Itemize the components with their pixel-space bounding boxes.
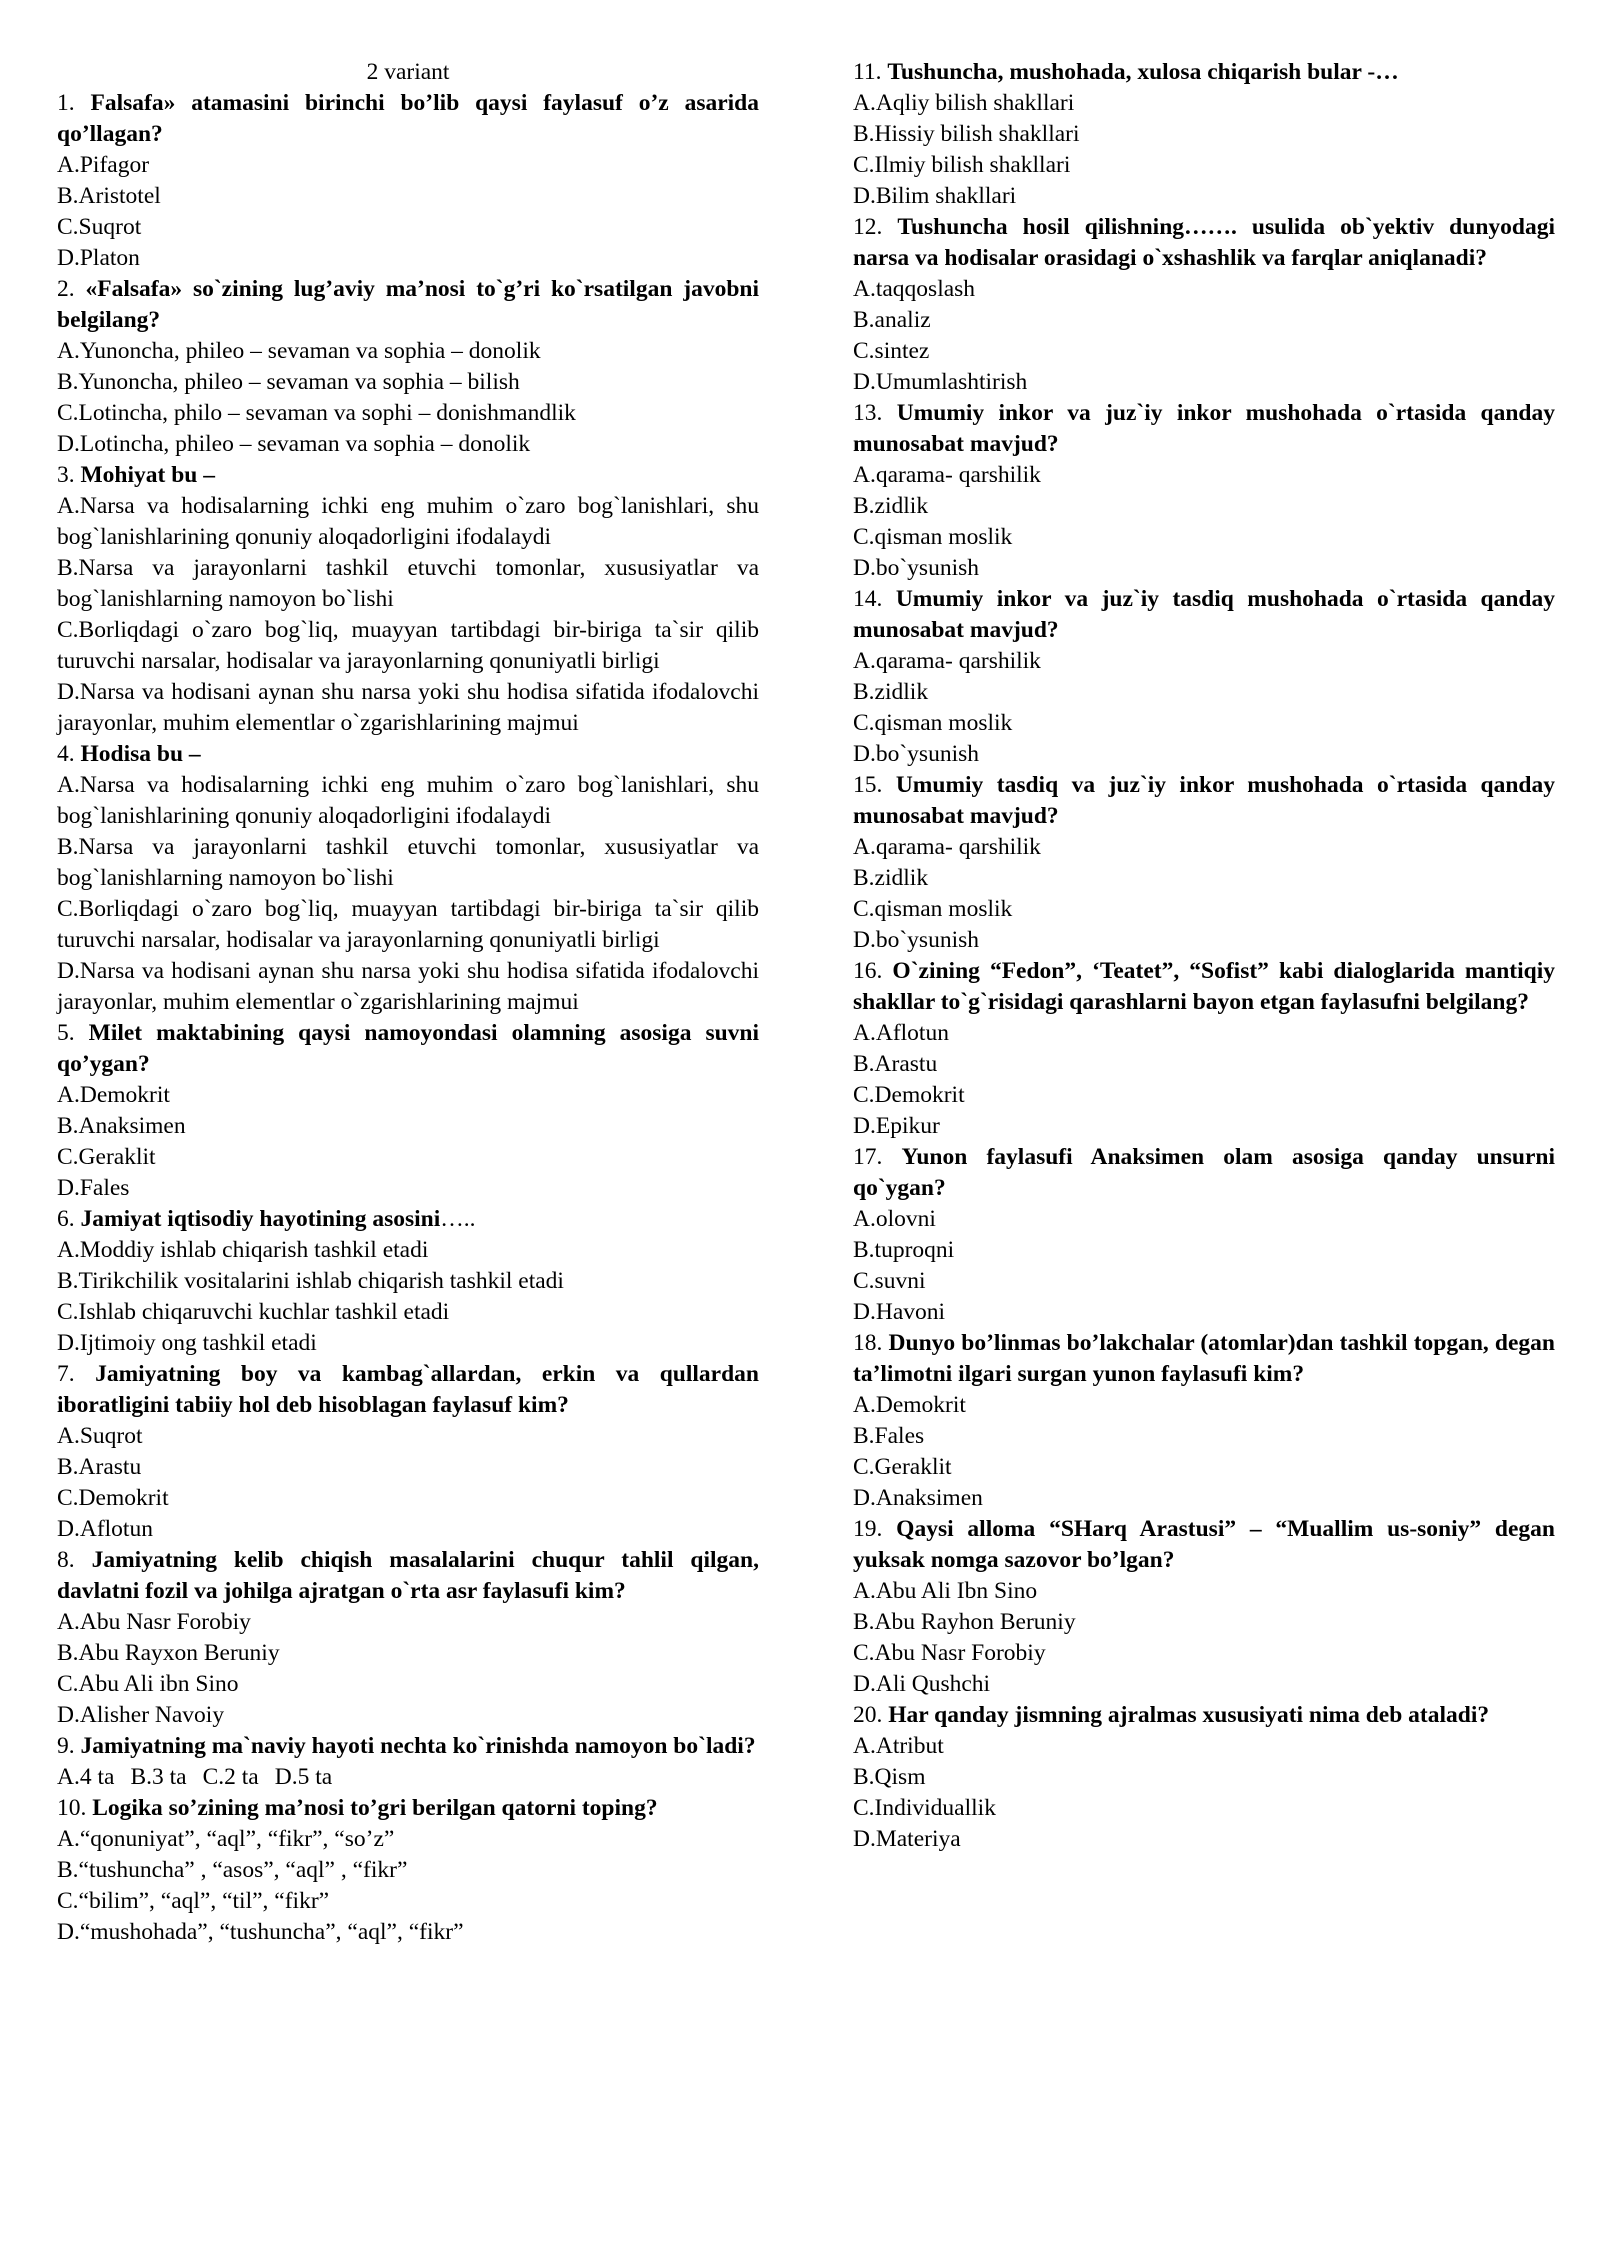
- answer-option: A.Aqliy bilish shakllari: [853, 90, 1075, 116]
- question-5: [57, 1018, 759, 1204]
- question-text-line: [853, 398, 1555, 460]
- answer-option: C.“bilim”, “aql”, “til”, “fikr”: [57, 1888, 330, 1914]
- question-number: 11.: [853, 59, 882, 85]
- question-text-line: [853, 956, 1555, 1018]
- answer-option: A.qarama- qarshilik: [853, 462, 1041, 488]
- question-13: [853, 398, 1555, 584]
- answer-option: D.Epikur: [853, 1113, 940, 1139]
- answer-option: C.qisman moslik: [853, 524, 1013, 550]
- question-number: 9.: [57, 1733, 75, 1759]
- answer-option: B.Abu Rayhon Beruniy: [853, 1609, 1076, 1635]
- question-number: 18.: [853, 1330, 883, 1356]
- question-text: Yunon faylasufi Anaksimen olam asosiga qanday unsurni qo`ygan?: [853, 1144, 1555, 1201]
- question-text: Umumiy tasdiq va juz`iy inkor mushohada o`rtasida qanday munosabat mavjud?: [853, 772, 1555, 829]
- answer-option: A.olovni: [853, 1206, 936, 1232]
- question-text: O`zining “Fedon”, ‘Teatet”, “Sofist” kabi dialoglarida mantiqiy shakllar to`g`risidagi qarashlarni bayon etgan faylasufni belgilang?: [853, 958, 1555, 1015]
- answer-options-row: [57, 1762, 759, 1793]
- answer-option: B.Arastu: [853, 1051, 938, 1077]
- question-number: 12.: [853, 214, 883, 240]
- answer-option: B.Tirikchilik vositalarini ishlab chiqarish tashkil etadi: [57, 1268, 564, 1294]
- question-number: 14.: [853, 586, 883, 612]
- question-text: Tushuncha, mushohada, xulosa chiqarish bular -…: [887, 59, 1399, 85]
- question-number: 6.: [57, 1206, 75, 1232]
- answer-option: A.4 ta: [57, 1764, 115, 1790]
- answer-option: A.Aflotun: [853, 1020, 949, 1046]
- question-number: 16.: [853, 958, 883, 984]
- answer-option: D.Ijtimoiy ong tashkil etadi: [57, 1330, 317, 1356]
- question-text-line: [57, 1359, 759, 1421]
- answer-option: D.Fales: [57, 1175, 130, 1201]
- answer-option: A.Demokrit: [57, 1082, 170, 1108]
- answer-option: B.zidlik: [853, 679, 929, 705]
- question-text-line: [57, 1731, 759, 1762]
- answer-option: C.Abu Ali ibn Sino: [57, 1671, 239, 1697]
- answer-option: D.Platon: [57, 245, 140, 271]
- question-text: Hodisa bu –: [80, 741, 201, 767]
- answer-option: D.Aflotun: [57, 1516, 153, 1542]
- answer-option: A.Abu Ali Ibn Sino: [853, 1578, 1038, 1604]
- question-12: [853, 212, 1555, 398]
- question-text-line: [853, 57, 1555, 88]
- answer-option: A.Moddiy ishlab chiqarish tashkil etadi: [57, 1237, 429, 1263]
- right-column: [853, 57, 1555, 1855]
- question-15: [853, 770, 1555, 956]
- question-14: [853, 584, 1555, 770]
- answer-option: B.zidlik: [853, 865, 929, 891]
- answer-option: D.5 ta: [274, 1764, 333, 1790]
- question-number: 2.: [57, 276, 75, 302]
- answer-option: B.3 ta: [130, 1764, 187, 1790]
- answer-option: C.sintez: [853, 338, 930, 364]
- question-number: 13.: [853, 400, 883, 426]
- answer-option: D.bo`ysunish: [853, 927, 979, 953]
- question-20: [853, 1700, 1555, 1855]
- answer-option: C.Geraklit: [853, 1454, 952, 1480]
- answer-option: B.Arastu: [57, 1454, 142, 1480]
- question-number: 5.: [57, 1020, 75, 1046]
- answer-option: A.Narsa va hodisalarning ichki eng muhim o`zaro bog`lanishlari, shu bog`lanishlarining qonuniy aloqadorligini ifodalaydi: [57, 772, 759, 829]
- answer-option: B.Narsa va jarayonlarni tashkil etuvchi tomonlar, xususiyatlar va bog`lanishlarning namoyon bo`lishi: [57, 555, 759, 612]
- question-text-line: [57, 1545, 759, 1607]
- answer-option: C.Ishlab chiqaruvchi kuchlar tashkil etadi: [57, 1299, 450, 1325]
- answer-option: B.analiz: [853, 307, 931, 333]
- question-text-line: [853, 1514, 1555, 1576]
- question-text-line: [853, 1328, 1555, 1390]
- answer-option: A.Suqrot: [57, 1423, 143, 1449]
- answer-option: C.Demokrit: [57, 1485, 169, 1511]
- question-number: 10.: [57, 1795, 87, 1821]
- variant-title: 2 variant: [366, 59, 450, 85]
- question-text-line: [57, 1793, 759, 1824]
- question-text: Dunyo bo’linmas bo’lakchalar (atomlar)dan tashkil topgan, degan ta’limotni ilgari surgan yunon faylasufi kim?: [853, 1330, 1556, 1387]
- question-text-line: [57, 739, 759, 770]
- answer-option: C.suvni: [853, 1268, 926, 1294]
- question-text-line: [57, 88, 759, 150]
- question-19: [853, 1514, 1555, 1700]
- answer-option: A.Demokrit: [853, 1392, 966, 1418]
- answer-option: A.Pifagor: [57, 152, 150, 178]
- answer-option: C.2 ta: [202, 1764, 259, 1790]
- answer-option: A.Yunoncha, phileo – sevaman va sophia – donolik: [57, 338, 541, 364]
- question-text-line: [853, 584, 1555, 646]
- question-text-tail: …..: [440, 1206, 476, 1232]
- question-number: 19.: [853, 1516, 883, 1542]
- answer-option: C.Individuallik: [853, 1795, 996, 1821]
- question-6: [57, 1204, 759, 1359]
- answer-option: C.Demokrit: [853, 1082, 965, 1108]
- question-text: Milet maktabining qaysi namoyondasi olamning asosiga suvni qo’ygan?: [57, 1020, 760, 1077]
- question-text-line: [853, 1700, 1555, 1731]
- answer-option: C.Borliqdagi o`zaro bog`liq, muayyan tartibdagi bir-biriga ta`sir qilib turuvchi narsalar, hodisalar va jarayonlarning qonuniyatli birligi: [57, 617, 759, 674]
- answer-option: A.Narsa va hodisalarning ichki eng muhim o`zaro bog`lanishlari, shu bog`lanishlarining qonuniy aloqadorligini ifodalaydi: [57, 493, 759, 550]
- question-text: Umumiy inkor va juz`iy inkor mushohada o`rtasida qanday munosabat mavjud?: [853, 400, 1555, 457]
- question-18: [853, 1328, 1555, 1514]
- question-text: Jamiyat iqtisodiy hayotining asosini: [80, 1206, 441, 1232]
- answer-option: B.“tushuncha” , “asos”, “aql” , “fikr”: [57, 1857, 408, 1883]
- answer-option: B.Hissiy bilish shakllari: [853, 121, 1080, 147]
- question-text: Jamiyatning kelib chiqish masalalarini chuqur tahlil qilgan, davlatni fozil va johilga ajratgan o`rta asr faylasufi kim?: [57, 1547, 760, 1604]
- answer-option: A.qarama- qarshilik: [853, 648, 1041, 674]
- question-text: Jamiyatning boy va kambag`allardan, erkin va qullardan iboratligini tabiiy hol deb hisoblagan faylasuf kim?: [57, 1361, 760, 1418]
- question-number: 4.: [57, 741, 75, 767]
- answer-option: D.bo`ysunish: [853, 555, 979, 581]
- answer-option: D.Alisher Navoiy: [57, 1702, 225, 1728]
- question-16: [853, 956, 1555, 1142]
- answer-option: C.Abu Nasr Forobiy: [853, 1640, 1046, 1666]
- question-text: Umumiy inkor va juz`iy tasdiq mushohada o`rtasida qanday munosabat mavjud?: [853, 586, 1555, 643]
- answer-option: D.Narsa va hodisani aynan shu narsa yoki shu hodisa sifatida ifodalovchi jarayonlar, muhim elementlar o`zgarishlarining majmui: [57, 679, 759, 736]
- question-number: 1.: [57, 90, 75, 116]
- answer-option: D.Anaksimen: [853, 1485, 983, 1511]
- answer-option: B.Narsa va jarayonlarni tashkil etuvchi tomonlar, xususiyatlar va bog`lanishlarning namoyon bo`lishi: [57, 834, 759, 891]
- question-number: 3.: [57, 462, 75, 488]
- question-number: 7.: [57, 1361, 75, 1387]
- answer-option: A.qarama- qarshilik: [853, 834, 1041, 860]
- answer-option: D.Umumlashtirish: [853, 369, 1028, 395]
- answer-option: B.Anaksimen: [57, 1113, 186, 1139]
- answer-option: B.Fales: [853, 1423, 925, 1449]
- answer-option: B.Abu Rayxon Beruniy: [57, 1640, 280, 1666]
- answer-option: D.“mushohada”, “tushuncha”, “aql”, “fikr”: [57, 1919, 464, 1945]
- answer-option: D.Lotincha, phileo – sevaman va sophia – donolik: [57, 431, 531, 457]
- answer-option: D.Bilim shakllari: [853, 183, 1017, 209]
- question-text: Jamiyatning ma`naviy hayoti nechta ko`rinishda namoyon bo`ladi?: [80, 1733, 756, 1759]
- answer-option: C.Lotincha, philo – sevaman va sophi – donishmandlik: [57, 400, 576, 426]
- question-9: [57, 1731, 759, 1793]
- question-text-line: [853, 212, 1555, 274]
- answer-option: D.Narsa va hodisani aynan shu narsa yoki shu hodisa sifatida ifodalovchi jarayonlar, muhim elementlar o`zgarishlarining majmui: [57, 958, 759, 1015]
- answer-option: C.Suqrot: [57, 214, 142, 240]
- question-text-line: [57, 460, 759, 491]
- question-text: Qaysi alloma “SHarq Arastusi” – “Muallim us-soniy” degan yuksak nomga sazovor bo’lgan?: [853, 1516, 1556, 1573]
- question-text: Logika so’zining ma’nosi to’gri berilgan qatorni toping?: [92, 1795, 658, 1821]
- question-number: 17.: [853, 1144, 883, 1170]
- question-8: [57, 1545, 759, 1731]
- question-17: [853, 1142, 1555, 1328]
- answer-option: C.Ilmiy bilish shakllari: [853, 152, 1071, 178]
- answer-option: B.zidlik: [853, 493, 929, 519]
- question-text: Tushuncha hosil qilishning……. usulida ob`yektiv dunyodagi narsa va hodisalar orasidagi o`xshashlik va farqlar aniqlanadi?: [853, 214, 1555, 271]
- question-11: [853, 57, 1555, 212]
- question-number: 15.: [853, 772, 883, 798]
- question-text: «Falsafa» so`zining lug’aviy ma’nosi to`g’ri ko`rsatilgan javobni belgilang?: [57, 276, 759, 333]
- answer-option: B.Qism: [853, 1764, 926, 1790]
- answer-option: D.bo`ysunish: [853, 741, 979, 767]
- question-10: [57, 1793, 759, 1948]
- question-number: 8.: [57, 1547, 75, 1573]
- answer-option: C.qisman moslik: [853, 710, 1013, 736]
- question-text: Mohiyat bu –: [80, 462, 215, 488]
- question-text-line: [853, 770, 1555, 832]
- answer-option: D.Materiya: [853, 1826, 961, 1852]
- question-4: [57, 739, 759, 1018]
- question-text: Falsafa» atamasini birinchi bo’lib qaysi faylasuf o’z asarida qo’llagan?: [57, 90, 760, 147]
- answer-option: A.“qonuniyat”, “aql”, “fikr”, “so’z”: [57, 1826, 395, 1852]
- answer-option: B.Aristotel: [57, 183, 161, 209]
- question-text-line: [853, 1142, 1555, 1204]
- question-number: 20.: [853, 1702, 883, 1728]
- question-7: [57, 1359, 759, 1545]
- answer-option: C.qisman moslik: [853, 896, 1013, 922]
- answer-option: A.Atribut: [853, 1733, 944, 1759]
- question-3: [57, 460, 759, 739]
- question-text-line: [57, 1204, 759, 1235]
- answer-option: C.Geraklit: [57, 1144, 156, 1170]
- left-column: [57, 57, 759, 1948]
- answer-option: B.Yunoncha, phileo – sevaman va sophia – bilish: [57, 369, 520, 395]
- answer-option: C.Borliqdagi o`zaro bog`liq, muayyan tartibdagi bir-biriga ta`sir qilib turuvchi narsalar, hodisalar va jarayonlarning qonuniyatli birligi: [57, 896, 759, 953]
- question-text-line: [57, 274, 759, 336]
- question-text: Har qanday jismning ajralmas xususiyati nima deb ataladi?: [888, 1702, 1490, 1728]
- question-1: [57, 88, 759, 274]
- question-2: [57, 274, 759, 460]
- answer-option: D.Havoni: [853, 1299, 946, 1325]
- question-text-line: [57, 1018, 759, 1080]
- answer-option: B.tuproqni: [853, 1237, 955, 1263]
- answer-option: D.Ali Qushchi: [853, 1671, 991, 1697]
- answer-option: A.taqqoslash: [853, 276, 976, 302]
- answer-option: A.Abu Nasr Forobiy: [57, 1609, 251, 1635]
